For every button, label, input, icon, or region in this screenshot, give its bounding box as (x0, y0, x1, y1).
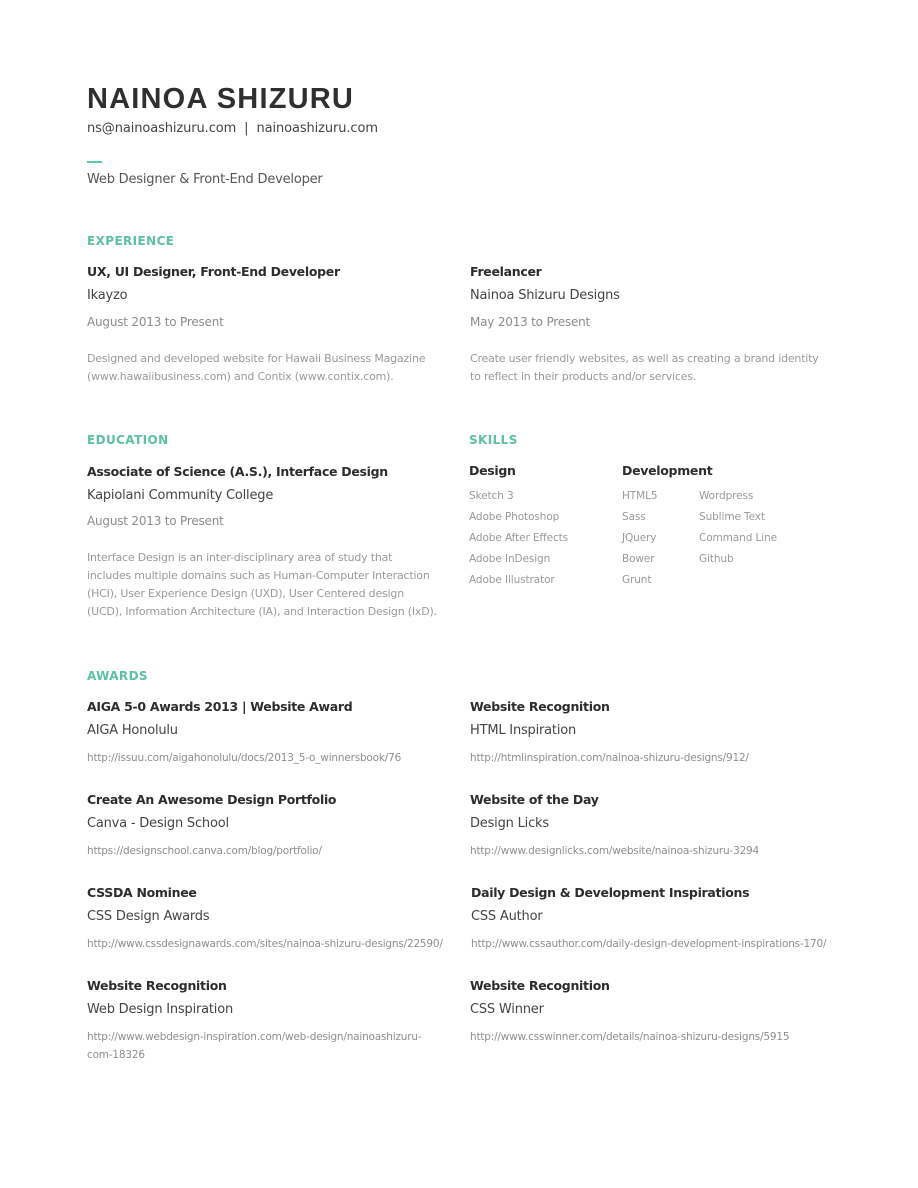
contact-line (87, 121, 378, 136)
award-item (87, 978, 432, 1064)
award-org: HTML Inspiration (470, 723, 577, 738)
skill-item: JQuery (622, 532, 657, 544)
award-title: Website Recognition (470, 699, 610, 714)
award-org: CSS Design Awards (87, 909, 210, 924)
skills-development-col1 (622, 488, 657, 593)
skill-item: HTML5 (622, 490, 658, 502)
school-name: Kapiolani Community College (87, 488, 274, 503)
award-url[interactable]: https://designschool.canva.com/blog/portfolio/ (87, 845, 322, 857)
tagline: Web Designer & Front-End Developer (87, 172, 323, 187)
award-org: CSS Winner (470, 1002, 544, 1017)
award-url[interactable]: http://htmlinspiration.com/nainoa-shizuru-designs/912/ (470, 752, 749, 764)
job-dates: August 2013 to Present (87, 315, 224, 329)
skill-item: Adobe Illustrator (469, 574, 555, 586)
skills-development-heading: Development (622, 463, 713, 478)
company-name: Ikayzo (87, 288, 128, 303)
award-title: AIGA 5-0 Awards 2013 | Website Award (87, 699, 353, 714)
education-description: Interface Design is an inter-disciplinary area of study that includes multiple domains such as Human-Computer Interaction (HCI), User Experience Design (UXD), User Centered design (UCD), Information Architecture (IA), and Interaction Design (IxD). (87, 551, 437, 618)
skill-item: Bower (622, 553, 655, 565)
award-title: Website of the Day (470, 792, 599, 807)
skill-item: Grunt (622, 574, 652, 586)
skill-item: Adobe Photoshop (469, 511, 560, 523)
skills-development-col2 (699, 488, 819, 572)
education-item (87, 464, 457, 621)
skill-item: Adobe After Effects (469, 532, 569, 544)
job-dates: May 2013 to Present (470, 315, 591, 329)
award-org: Design Licks (470, 816, 549, 831)
award-org: AIGA Honolulu (87, 723, 178, 738)
award-url[interactable]: http://www.csswinner.com/details/nainoa-shizuru-designs/5915 (470, 1031, 790, 1043)
award-url[interactable]: http://www.designlicks.com/website/nainoa-shizuru-3294 (470, 845, 760, 857)
award-item (87, 885, 457, 953)
skill-item: Sketch 3 (469, 490, 514, 502)
company-name: Nainoa Shizuru Designs (470, 288, 620, 303)
award-item (470, 978, 840, 1046)
skill-item: Command Line (699, 532, 777, 544)
education-dates: August 2013 to Present (87, 514, 224, 528)
skill-item: Sublime Text (699, 511, 765, 523)
resume-name: NAINOA SHIZURU (87, 83, 355, 115)
award-url[interactable]: http://www.webdesign-inspiration.com/web-design/nainoashizuru-com-18326 (87, 1031, 422, 1061)
skill-item: Github (699, 553, 734, 565)
skills-heading: SKILLS (469, 433, 518, 447)
skills-design-column (469, 463, 568, 593)
job-description: Create user friendly websites, as well as creating a brand identity to reflect in their products and/or services. (470, 352, 819, 383)
education-heading: EDUCATION (87, 433, 169, 447)
award-item (470, 699, 840, 767)
degree-title: Associate of Science (A.S.), Interface Design (87, 464, 388, 479)
contact-separator: | (244, 121, 249, 136)
skill-item: Wordpress (699, 490, 754, 502)
award-title: Website Recognition (87, 978, 227, 993)
accent-divider (87, 161, 102, 163)
job-description: Designed and developed website for Hawaii Business Magazine (www.hawaiibusiness.com) and Contix (www.contix.com). (87, 352, 426, 383)
award-item (470, 792, 840, 860)
email-link[interactable]: ns@nainoashizuru.com (87, 121, 237, 136)
award-item (87, 699, 457, 767)
experience-heading: EXPERIENCE (87, 234, 175, 248)
award-title: Website Recognition (470, 978, 610, 993)
skill-item: Adobe InDesign (469, 553, 551, 565)
award-title: CSSDA Nominee (87, 885, 197, 900)
website-link[interactable]: nainoashizuru.com (256, 121, 378, 136)
award-url[interactable]: http://www.cssauthor.com/daily-design-development-inspirations-170/ (471, 938, 827, 950)
skills-design-heading: Design (469, 463, 516, 478)
award-org: Canva - Design School (87, 816, 229, 831)
skills-development-column (622, 463, 822, 586)
award-url[interactable]: http://www.cssdesignawards.com/sites/nainoa-shizuru-designs/22590/ (87, 938, 443, 950)
award-item (471, 885, 851, 953)
job-title: UX, UI Designer, Front-End Developer (87, 264, 340, 279)
experience-item (470, 264, 840, 386)
award-title: Daily Design & Development Inspirations (471, 885, 750, 900)
award-url[interactable]: http://issuu.com/aigahonolulu/docs/2013_5-o_winnersbook/76 (87, 752, 402, 764)
awards-heading: AWARDS (87, 669, 148, 683)
job-title: Freelancer (470, 264, 542, 279)
award-item (87, 792, 457, 860)
experience-item (87, 264, 457, 386)
award-org: Web Design Inspiration (87, 1002, 234, 1017)
skill-item: Sass (622, 511, 646, 523)
award-title: Create An Awesome Design Portfolio (87, 792, 337, 807)
award-org: CSS Author (471, 909, 543, 924)
